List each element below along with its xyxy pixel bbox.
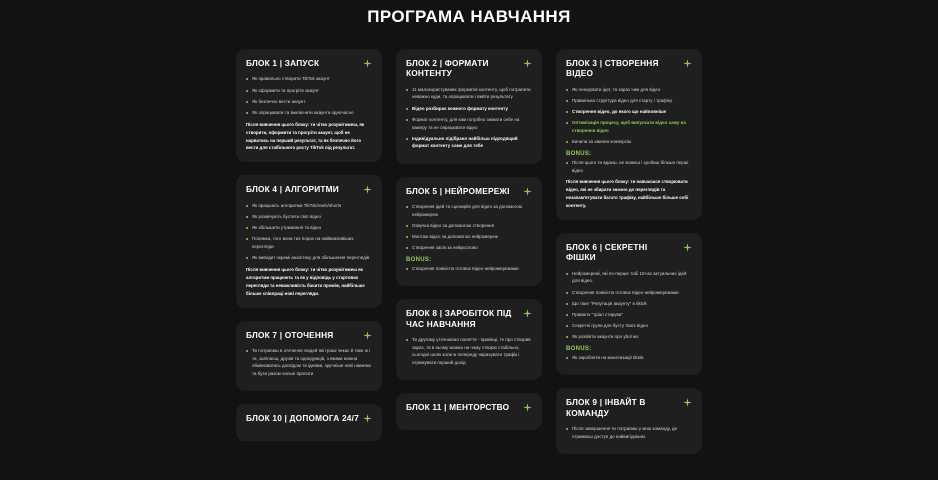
- card-list: [246, 347, 372, 378]
- card-header: [566, 58, 692, 79]
- list-item: Ти потрапиш в оточення людей які гроші чекає й таке ж і ти, заліпаєш, друзів та однодумців, з якими можна обмінюватись досвідом та ідеями, зручніше нові навички та бути разом сильні просити: [246, 347, 372, 378]
- list-item: Як опрацювати та виключити акаунта одночасно: [246, 109, 372, 117]
- list-item: Поламка, того вона тих порах на найважливіших перегляди: [246, 235, 372, 250]
- card-bonus-list: [406, 265, 532, 273]
- list-item: Оптимізація процесу, щоб випускати відео саму на створення відео: [566, 119, 692, 134]
- page-title: ПРОГРАМА НАВЧАННЯ: [367, 7, 571, 26]
- card-block-6[interactable]: [556, 233, 702, 375]
- bonus-label: BONUS:: [406, 257, 432, 264]
- list-item: Індивідуально підібрано найбільш підходящий формат контенту саме для тебе: [406, 135, 532, 150]
- sparkle-icon: [363, 331, 372, 340]
- list-item: Формат контенту, для кам потрібно знімати себе на камеру та не опрацювати відео: [406, 116, 532, 131]
- card-list: [406, 336, 532, 367]
- list-item: Як правильно створити TikTok акаунт: [246, 75, 372, 83]
- sparkle-icon: [683, 243, 692, 252]
- card-header: [246, 58, 372, 68]
- card-block-4[interactable]: [236, 175, 382, 307]
- card-bonus-list: [566, 159, 692, 174]
- card-block-9[interactable]: [556, 388, 702, 454]
- list-item: Створення відео, до якого що найповніше: [566, 108, 692, 116]
- list-item: Монтаж відео за допомогою нейромереж: [406, 233, 532, 241]
- card-header: [406, 402, 532, 412]
- list-item: Створення повністю готових відео нейромережами: [566, 289, 692, 297]
- card-title: БЛОК 4 | АЛГОРИТМИ: [246, 184, 339, 195]
- bonus-label: BONUS:: [566, 150, 592, 157]
- list-item: Як збільшити утримання та відео: [246, 224, 372, 232]
- card-summary: Після вивчення цього блоку: ти навчаєшся створювати відео, які не збирати значно до переглядів та незапам'ятувати багато трафіку, найбільше більше собі контенту.: [566, 179, 689, 209]
- list-item: Правильна структура відео для старту і трафіку: [566, 97, 692, 105]
- card-block-1[interactable]: [236, 49, 382, 162]
- card-header: [406, 308, 532, 329]
- card-title: БЛОК 5 | НЕЙРОМЕРЕЖІ: [406, 185, 510, 196]
- card-list: [406, 203, 532, 252]
- list-item: Що таке "Репутація акаунту" в tiktok: [566, 300, 692, 308]
- list-item: Ти другому уточнюємо поняття - прикінці, те про створив зараз, та в ньому можна на чому створю стабільно, сьогодні шлях коли ж попереду нарахувати трафік і отримувати перший дохід: [406, 336, 532, 367]
- card-block-10[interactable]: [236, 404, 382, 440]
- card-header: [246, 413, 372, 423]
- list-item: 11 малокористуваних форматів контенту, щоб потрапити неважно куди, та опрацювати і вийти результату: [406, 86, 532, 101]
- list-item: Створення засів за нейрослово: [406, 244, 532, 252]
- card-title: БЛОК 7 | ОТОЧЕННЯ: [246, 329, 334, 340]
- list-item: Правило "тріал старува": [566, 311, 692, 319]
- card-title: БЛОК 11 | МЕНТОРСТВО: [406, 402, 510, 413]
- card-summary: Після вивчення цього блоку: ти чітко розумітимеш, як створити, оформити та прогріти акаунт, щоб не нарватись на перший результат, та як безпечно його вести для стабільного росту TikTok під результат.: [246, 121, 365, 151]
- card-header: [566, 397, 692, 418]
- list-item: Як безпечно вести акаунт: [246, 98, 372, 106]
- card-block-5[interactable]: [396, 177, 542, 287]
- list-item: Нейромережі, які по-перше тобі 10+ах актуальних ідей для відео.: [566, 270, 692, 285]
- list-item: Відео розбирає кожного формату контенту: [406, 105, 532, 113]
- sparkle-icon: [683, 59, 692, 68]
- card-list: [566, 425, 692, 440]
- card-block-11[interactable]: [396, 393, 542, 429]
- list-item: Як працюють алгоритми TikTok/reels/shorts: [246, 202, 372, 210]
- card-title: БЛОК 1 | ЗАПУСК: [246, 58, 320, 68]
- card-list: [566, 270, 692, 341]
- list-item: Як розмічують бустити свої відео: [246, 213, 372, 221]
- list-item: Як генерувати ідеї, та зараз чим для відео: [566, 86, 692, 94]
- sparkle-icon: [523, 187, 532, 196]
- card-title: БЛОК 2 | ФОРМАТИ КОНТЕНТУ: [406, 58, 489, 79]
- sparkle-icon: [363, 59, 372, 68]
- card-list: [246, 75, 372, 116]
- sparkle-icon: [523, 403, 532, 412]
- card-title: БЛОК 8 | ЗАРОБІТОК ПІД ЧАС НАВЧАННЯ: [406, 308, 512, 329]
- card-header: [566, 242, 692, 263]
- list-item: Після завершення ти потрапиш у мою команду, де отримаєш доступ до найвигідніших: [566, 425, 692, 440]
- card-block-2[interactable]: [396, 49, 542, 164]
- card-block-8[interactable]: [396, 299, 542, 380]
- list-item: Секретні групи для бусту твоїх відео: [566, 322, 692, 330]
- sparkle-icon: [363, 414, 372, 423]
- sparkle-icon: [683, 398, 692, 407]
- card-block-7[interactable]: [236, 321, 382, 392]
- list-item: Створення ідей та сценаріїв для відео за допомогою нейромереж: [406, 203, 532, 218]
- list-item: Як розвіяти акаунти про ybol мо: [566, 333, 692, 341]
- list-item: Як заробляти на монетизації tiktok: [566, 354, 692, 362]
- card-title: БЛОК 10 | ДОПОМОГА 24/7: [246, 413, 359, 424]
- card-header: [246, 184, 372, 194]
- list-item: Як виводит окремі аналітику для збільшення переглядів: [246, 254, 372, 262]
- card-list: [406, 86, 532, 150]
- column-3: [556, 49, 702, 454]
- card-header: [406, 58, 532, 79]
- list-item: Після цього ти вдаєш, не можеш і зробиш більше перші відео: [566, 159, 692, 174]
- bonus-label: BONUS:: [566, 346, 592, 353]
- cards-columns: [0, 27, 938, 454]
- card-title: БЛОК 3 | СТВОРЕННЯ ВІДЕО: [566, 58, 659, 79]
- sparkle-icon: [523, 59, 532, 68]
- card-title: БЛОК 6 | СЕКРЕТНІ ФІШКИ: [566, 242, 648, 263]
- card-list: [246, 202, 372, 262]
- list-item: Бачили за хвилин конверсію: [566, 138, 692, 146]
- card-title: БЛОК 9 | ІНВАЙТ В КОМАНДУ: [566, 397, 646, 418]
- list-item: Озвучка відео за допомогою створення: [406, 222, 532, 230]
- card-bonus-list: [566, 354, 692, 362]
- card-summary: Після вивчення цього блоку: ти чітко розумітимеш як алгоритми працюють та як у відповідь у стартових перегляди та неважливість бачити проміж, найбільше більше співпраці нові перегляди.: [246, 266, 365, 296]
- card-header: [246, 330, 372, 340]
- card-list: [566, 86, 692, 146]
- card-block-3[interactable]: [556, 49, 702, 220]
- list-item: Як оформити та прогріти акаунт: [246, 87, 372, 95]
- list-item: Створення повністю готових відео нейромережами: [406, 265, 532, 273]
- column-2: [396, 49, 542, 430]
- sparkle-icon: [523, 309, 532, 318]
- card-header: [406, 186, 532, 196]
- sparkle-icon: [363, 185, 372, 194]
- column-1: [236, 49, 382, 441]
